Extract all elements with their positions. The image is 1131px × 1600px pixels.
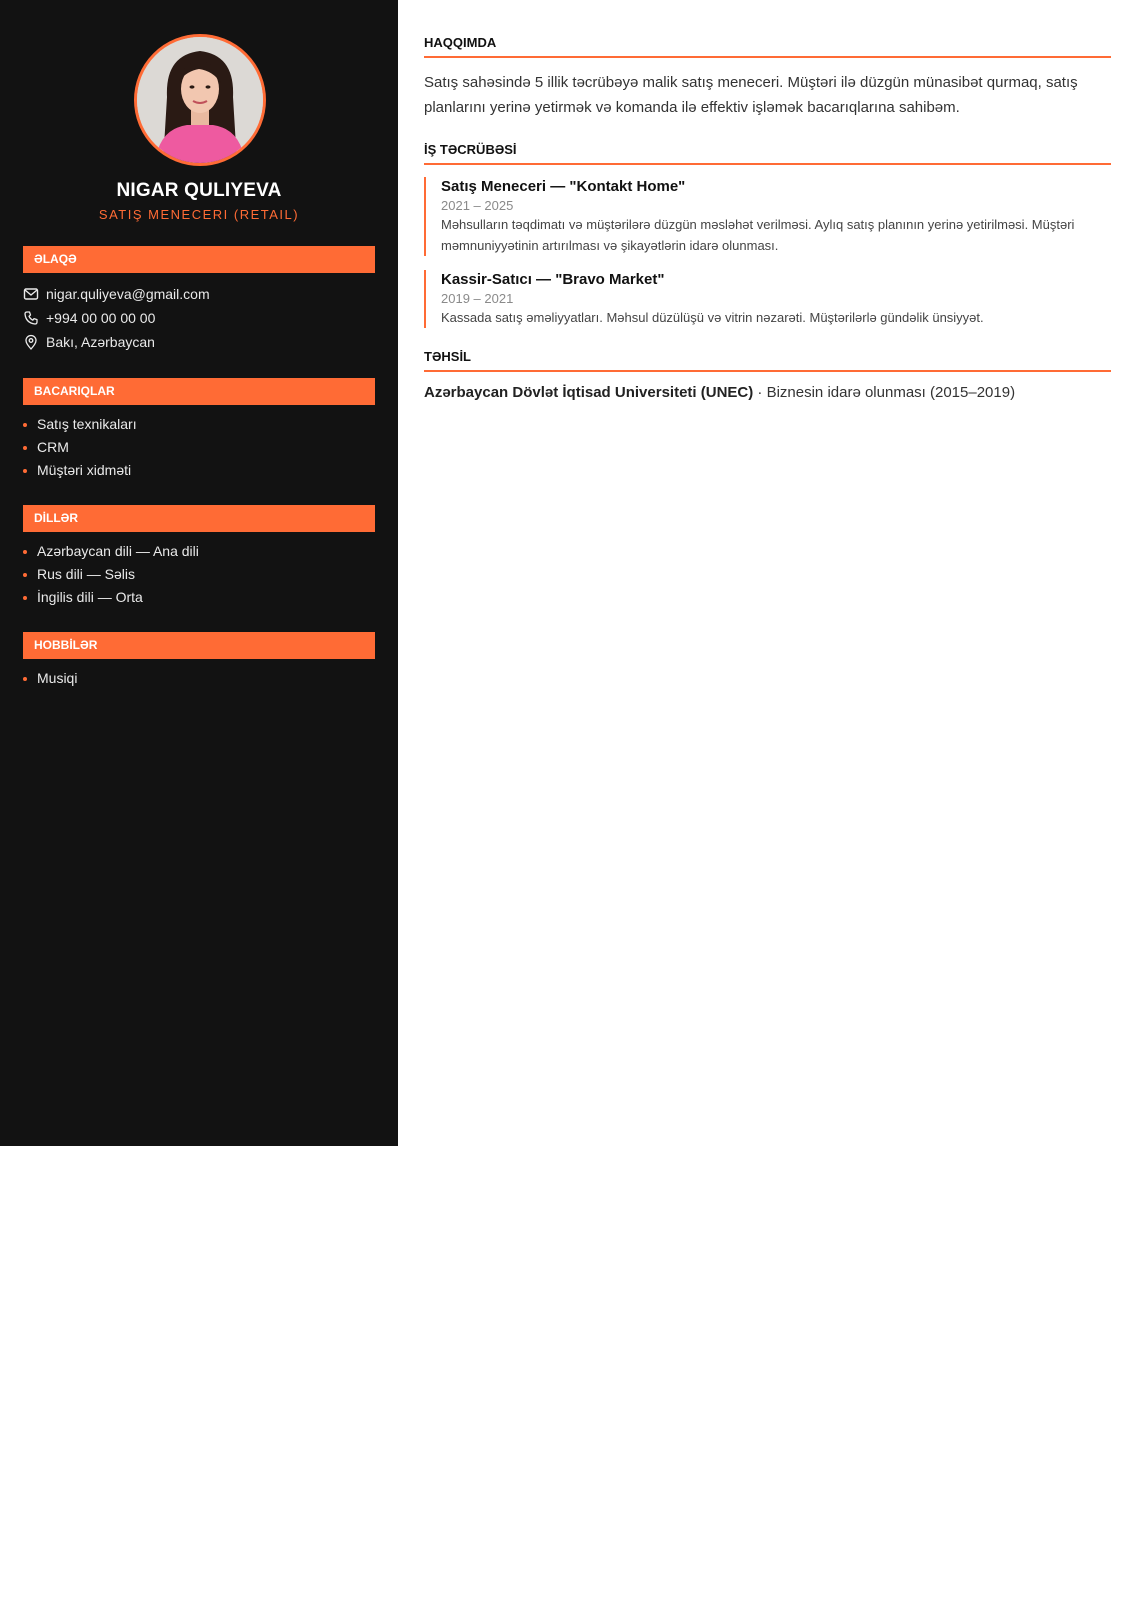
education-school: Azərbaycan Dövlət İqtisad Universiteti (UNEC) [424,384,754,401]
bullet-dot-icon [23,446,27,450]
experience-heading: İŞ TƏCRÜBƏSİ [424,142,1111,165]
location-pin-icon [23,334,39,350]
list-item [23,436,137,459]
skills-list [23,413,137,482]
profile-photo [137,37,263,163]
job-title: Satış Meneceri — "Kontakt Home" [441,178,686,195]
contact-email[interactable]: nigar.quliyeva@gmail.com [46,286,210,302]
mail-icon [23,286,39,302]
job-entry [424,177,1111,256]
skill-label: Satış texnikaları [37,416,137,432]
list-item [23,667,77,690]
education-entry [424,384,1114,401]
skill-label: Müştəri xidməti [37,462,132,478]
education-details: · Biznesin idarə olunması (2015–2019) [753,384,1016,401]
contact-heading: ƏLAQƏ [23,246,375,273]
job-dates: 2021 – 2025 [441,198,514,213]
language-label: Rus dili — Səlis [37,566,136,582]
contact-location: Bakı, Azərbaycan [46,334,155,350]
bullet-dot-icon [23,573,27,577]
bullet-dot-icon [23,469,27,473]
job-dates: 2019 – 2021 [441,291,514,306]
education-heading: TƏHSİL [424,349,1111,372]
job-description: Kassada satış əməliyyatları. Məhsul düzülüşü və vitrin nəzarəti. Müştərilərlə gündəlik ünsiyyət. [441,310,984,325]
job-title: Kassir-Satıcı — "Bravo Market" [441,271,665,288]
list-item [23,413,137,436]
person-name: NIGAR QULIYEVA [116,180,282,201]
bullet-dot-icon [23,423,27,427]
contact-phone-row[interactable] [23,308,155,328]
languages-heading: DİLLƏR [23,505,375,532]
bullet-dot-icon [23,596,27,600]
hobby-label: Musiqi [37,670,78,686]
language-label: Azərbaycan dili — Ana dili [37,543,199,559]
phone-icon [23,310,39,326]
languages-list [23,540,199,609]
list-item [23,459,137,482]
sidebar [0,0,398,1146]
job-description: Məhsulların təqdimatı və müştərilərə düzgün məsləhət verilməsi. Aylıq satış planının yerinə yetirilməsi. Müştəri məmnuniyyətinin artırılması və şikayətlərin idarə olunması. [441,217,1075,253]
list-item [23,540,199,563]
hobbies-list [23,667,77,690]
skill-label: CRM [37,439,69,455]
language-label: İngilis dili — Orta [37,589,143,605]
contact-location-row [23,332,155,352]
about-heading: HAQQIMDA [424,35,1111,58]
bullet-dot-icon [23,677,27,681]
avatar [134,34,266,166]
hobbies-heading: HOBBİLƏR [23,632,375,659]
about-text: Satış sahəsində 5 illik təcrübəyə malik satış meneceri. Müştəri ilə düzgün münasibət qurmaq, satış planlarını yerinə yetirmək və komanda ilə effektiv işləmək bacarıqlarına sahibəm. [424,74,1078,116]
job-entry [424,270,1111,328]
skills-heading: BACARIQLAR [23,378,375,405]
job-role: SATIŞ MENECERI (RETAIL) [98,207,300,222]
list-item [23,586,199,609]
bullet-dot-icon [23,550,27,554]
list-item [23,563,199,586]
contact-phone[interactable]: +994 00 00 00 00 [46,310,156,326]
contact-email-row[interactable] [23,284,210,304]
